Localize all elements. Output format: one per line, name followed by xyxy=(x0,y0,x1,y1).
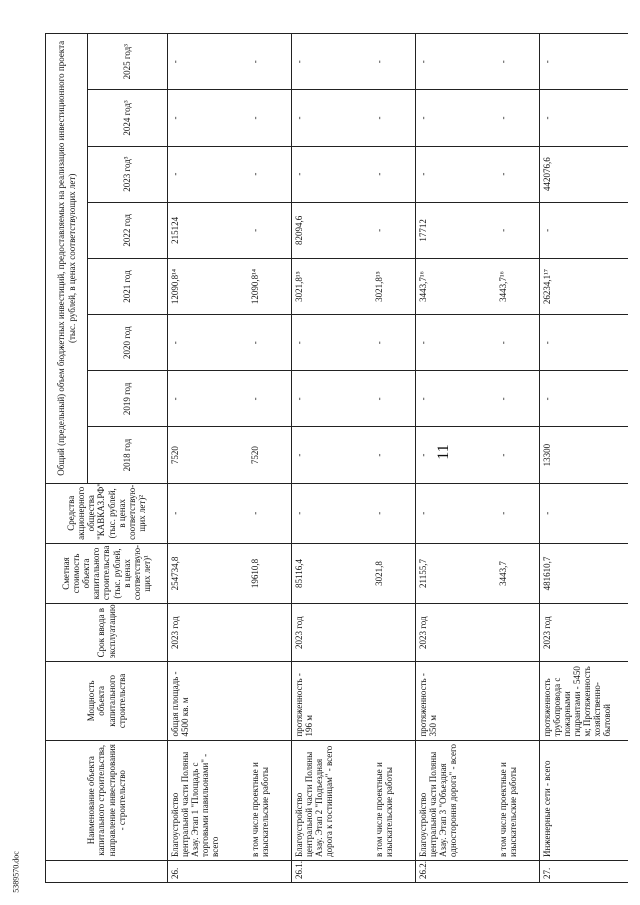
cell-y2022: 17712 xyxy=(416,202,496,258)
cell-y2018: 7520 xyxy=(248,427,292,483)
header-year: 2019 год xyxy=(88,371,168,427)
cell-capacity xyxy=(248,662,292,740)
cell-name: в том числе проектные и изыскательские работы xyxy=(496,740,540,860)
header-kavkaz: Средства акционерного общества "КАВКАЗ.РФ" (тыс. рублей, в ценах соответствую-щих лет)² xyxy=(46,483,168,543)
cell-y2020: - xyxy=(372,315,416,371)
cell-num xyxy=(496,860,540,882)
cell-y2018: - xyxy=(372,427,416,483)
cell-y2020: - xyxy=(416,315,496,371)
cell-y2023: - xyxy=(292,146,372,202)
cell-y2024: - xyxy=(496,90,540,146)
header-year: 2020 год xyxy=(88,315,168,371)
cell-num: 27. xyxy=(540,860,628,882)
cell-y2019: - xyxy=(496,371,540,427)
cell-y2021: 12090,8¹⁴ xyxy=(248,258,292,314)
cell-y2018: - xyxy=(496,427,540,483)
cell-commission xyxy=(248,604,292,662)
cell-y2022: 215124 xyxy=(168,202,248,258)
cell-capacity: протяженность - 350 м xyxy=(416,662,496,740)
cell-estimate: 481610,7 xyxy=(540,543,628,603)
cell-y2025: - xyxy=(540,34,628,90)
cell-y2024: - xyxy=(540,90,628,146)
table-row xyxy=(416,34,496,883)
header-year: 2018 год xyxy=(88,427,168,483)
cell-name: в том числе проектные и изыскательские работы xyxy=(372,740,416,860)
cell-y2020: - xyxy=(292,315,372,371)
cell-y2025: - xyxy=(248,34,292,90)
cell-y2024: - xyxy=(416,90,496,146)
cell-y2022: 82094,6 xyxy=(292,202,372,258)
investment-table xyxy=(45,33,628,883)
cell-y2020: - xyxy=(168,315,248,371)
cell-estimate: 3021,8 xyxy=(372,543,416,603)
cell-y2019: - xyxy=(372,371,416,427)
cell-capacity: общая площадь - 4500 кв. м xyxy=(168,662,248,740)
cell-estimate: 19610,8 xyxy=(248,543,292,603)
cell-y2022: - xyxy=(372,202,416,258)
cell-commission: 2023 год xyxy=(540,604,628,662)
document-code: 5389570.doc xyxy=(11,851,21,893)
header-year: 2024 год³ xyxy=(88,90,168,146)
header-name: Наименование объекта капитального строительства, направление инвестирования - строительство xyxy=(46,740,168,860)
cell-y2021: 3021,8¹⁵ xyxy=(372,258,416,314)
header-year: 2025 год³ xyxy=(88,34,168,90)
cell-num: 26. xyxy=(168,860,248,882)
cell-y2021: 3443,7¹⁶ xyxy=(496,258,540,314)
cell-estimate: 21155,7 xyxy=(416,543,496,603)
cell-kavkaz: - xyxy=(372,483,416,543)
header-commission: Срок ввода в эксплуатацию xyxy=(46,604,168,662)
cell-commission xyxy=(372,604,416,662)
header-capacity: Мощность объекта капитального строительства xyxy=(46,662,168,740)
cell-name: Благоустройство центральной части Поляны Азау. Этап 1 "Площадь с торговыми павильонами" - всего xyxy=(168,740,248,860)
cell-y2019: - xyxy=(292,371,372,427)
header-year: 2022 год xyxy=(88,202,168,258)
cell-name: Благоустройство центральной части Поляны Азау. Этап 3 "Объездная одностороння дорога" - всего xyxy=(416,740,496,860)
cell-num xyxy=(372,860,416,882)
cell-y2021: 3443,7¹⁶ xyxy=(416,258,496,314)
cell-y2019: - xyxy=(416,371,496,427)
table-row xyxy=(372,34,416,883)
cell-commission: 2023 год xyxy=(292,604,372,662)
cell-name: Благоустройство центральной части Поляны Азау. Этап 2 "Подъездная дорога к гостиницам" - всего xyxy=(292,740,372,860)
cell-y2020: - xyxy=(540,315,628,371)
cell-y2022: - xyxy=(540,202,628,258)
cell-num: 26.1. xyxy=(292,860,372,882)
cell-y2022: - xyxy=(248,202,292,258)
cell-name: в том числе проектные и изыскательские работы xyxy=(248,740,292,860)
cell-y2019: - xyxy=(168,371,248,427)
cell-estimate: 85116,4 xyxy=(292,543,372,603)
cell-y2025: - xyxy=(372,34,416,90)
cell-y2023: 442076,6 xyxy=(540,146,628,202)
cell-commission: 2023 год xyxy=(168,604,248,662)
cell-y2023: - xyxy=(372,146,416,202)
cell-estimate: 3443,7 xyxy=(496,543,540,603)
cell-y2022: - xyxy=(496,202,540,258)
cell-y2020: - xyxy=(248,315,292,371)
table-row xyxy=(248,34,292,883)
table-row xyxy=(496,34,540,883)
cell-capacity xyxy=(496,662,540,740)
cell-estimate: 254734,8 xyxy=(168,543,248,603)
cell-commission xyxy=(496,604,540,662)
header-year: 2023 год³ xyxy=(88,146,168,202)
cell-y2018: - xyxy=(416,427,496,483)
cell-y2025: - xyxy=(168,34,248,90)
cell-kavkaz: - xyxy=(540,483,628,543)
header-number xyxy=(46,860,168,882)
cell-y2024: - xyxy=(248,90,292,146)
header-year: 2021 год xyxy=(88,258,168,314)
table-row xyxy=(292,34,372,883)
header-investment-group: Общий (предельный) объем бюджетных инвестиций, предоставляемых на реализацию инвестиционного проекта (тыс. рублей, в ценах соответствующих лет) xyxy=(46,34,88,484)
cell-y2023: - xyxy=(416,146,496,202)
cell-kavkaz: - xyxy=(416,483,496,543)
cell-y2021: 12090,8¹⁴ xyxy=(168,258,248,314)
cell-capacity xyxy=(372,662,416,740)
page-number: 11 xyxy=(435,444,452,460)
cell-kavkaz: - xyxy=(248,483,292,543)
cell-y2019: - xyxy=(248,371,292,427)
cell-y2025: - xyxy=(416,34,496,90)
cell-y2024: - xyxy=(292,90,372,146)
header-estimate: Сметная стоимость объекта капитального строительства (тыс. рублей, в ценах соответствую-щих лет)¹ xyxy=(46,543,168,603)
cell-y2018: 13300 xyxy=(540,427,628,483)
table-area xyxy=(45,33,613,883)
table-row xyxy=(168,34,248,883)
cell-y2025: - xyxy=(292,34,372,90)
cell-y2018: 7520 xyxy=(168,427,248,483)
cell-y2024: - xyxy=(168,90,248,146)
cell-kavkaz: - xyxy=(292,483,372,543)
cell-y2023: - xyxy=(248,146,292,202)
cell-y2025: - xyxy=(496,34,540,90)
cell-commission: 2023 год xyxy=(416,604,496,662)
cell-y2023: - xyxy=(168,146,248,202)
cell-capacity: протяженность трубопровода с пожарными гидрантами - 5450 м; Протяженность хозяйственно-бытовой xyxy=(540,662,628,740)
cell-y2018: - xyxy=(292,427,372,483)
cell-y2019: - xyxy=(540,371,628,427)
cell-capacity: протяженность - 196 м xyxy=(292,662,372,740)
table-row xyxy=(540,34,628,883)
cell-kavkaz: - xyxy=(496,483,540,543)
cell-num: 26.2. xyxy=(416,860,496,882)
cell-y2021: 3021,8¹⁵ xyxy=(292,258,372,314)
cell-y2023: - xyxy=(496,146,540,202)
cell-kavkaz: - xyxy=(168,483,248,543)
cell-y2020: - xyxy=(496,315,540,371)
cell-num xyxy=(248,860,292,882)
cell-y2024: - xyxy=(372,90,416,146)
cell-name: Инженерные сети - всего xyxy=(540,740,628,860)
rotated-table-container xyxy=(45,33,613,883)
cell-y2021: 26234,1¹⁷ xyxy=(540,258,628,314)
